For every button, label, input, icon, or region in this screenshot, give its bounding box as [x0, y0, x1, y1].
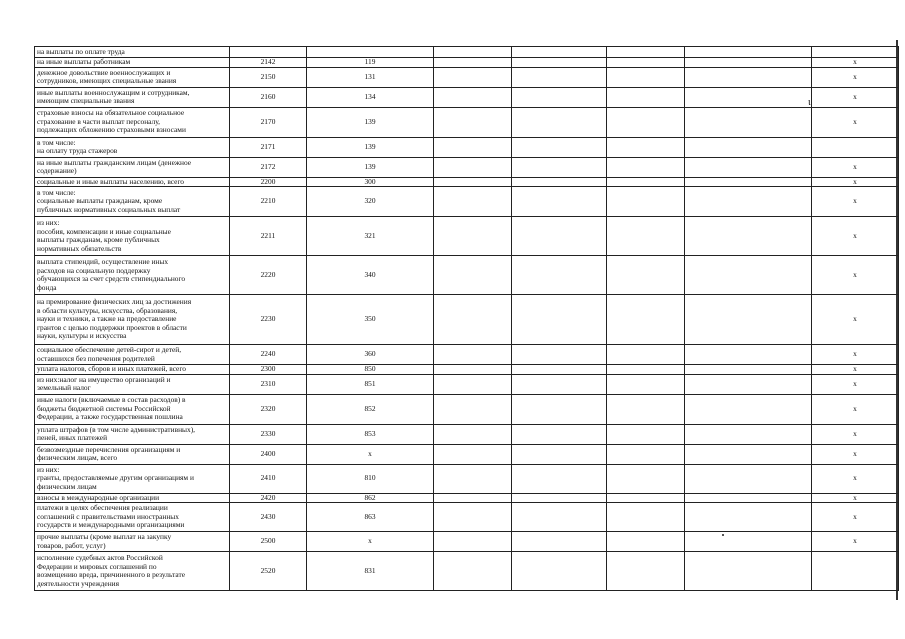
row-name: выплата стипендий, осуществление иных расходов на социальную поддержку обучающихся за счет средств стипендиального фонда [35, 256, 230, 295]
empty-cell [607, 464, 685, 493]
table-row [35, 58, 899, 68]
empty-cell [685, 444, 812, 464]
empty-cell [434, 365, 512, 375]
row-name: на иные выплаты гражданским лицам (денежное содержание) [35, 157, 230, 177]
table-row [35, 424, 899, 444]
empty-cell [607, 187, 685, 217]
row-kosgu: 131 [307, 67, 434, 87]
table-row [35, 365, 899, 375]
empty-cell [512, 345, 607, 365]
row-code: 2500 [230, 532, 307, 552]
row-x-mark: x [812, 464, 899, 493]
empty-cell [512, 532, 607, 552]
row-name: в том числе: социальные выплаты гражданам, кроме публичных нормативных социальных выплат [35, 187, 230, 217]
row-code: 2170 [230, 107, 307, 137]
row-name: платежи в целях обеспечения реализации соглашений с правительствами иностранных государств и международными организациями [35, 503, 230, 532]
row-kosgu: 340 [307, 256, 434, 295]
empty-cell [685, 295, 812, 345]
row-name: исполнение судебных актов Российской Федерации и мировых соглашений по возмещению вреда, причиненного в результате деятельности учреждения [35, 552, 230, 591]
empty-cell [607, 552, 685, 591]
row-name: из них:налог на имущество организаций и земельный налог [35, 374, 230, 394]
empty-cell [685, 58, 812, 68]
row-kosgu: x [307, 444, 434, 464]
row-name: из них: гранты, предоставляемые другим организациям и физическим лицам [35, 464, 230, 493]
row-x-mark: x [812, 187, 899, 217]
empty-cell [512, 187, 607, 217]
empty-cell [685, 503, 812, 532]
row-kosgu: 810 [307, 464, 434, 493]
row-code: 2230 [230, 295, 307, 345]
stray-tick-mark: ι [808, 97, 811, 108]
table-row [35, 87, 899, 107]
empty-cell [512, 67, 607, 87]
empty-cell [434, 503, 512, 532]
row-x-mark: x [812, 107, 899, 137]
empty-cell [685, 137, 812, 157]
empty-cell [434, 532, 512, 552]
row-x-mark [812, 137, 899, 157]
empty-cell [607, 394, 685, 424]
row-x-mark: x [812, 444, 899, 464]
row-kosgu: 139 [307, 107, 434, 137]
budget-table [34, 46, 899, 591]
empty-cell [607, 532, 685, 552]
row-name: на выплаты по оплате труда [35, 47, 230, 58]
row-x-mark: x [812, 365, 899, 375]
table-row [35, 47, 899, 58]
row-name: социальное обеспечение детей-сирот и детей, оставшихся без попечения родителей [35, 345, 230, 365]
empty-cell [607, 58, 685, 68]
row-x-mark: x [812, 295, 899, 345]
table-row [35, 552, 899, 591]
empty-cell [434, 187, 512, 217]
empty-cell [607, 137, 685, 157]
row-name: прочие выплаты (кроме выплат на закупку товаров, работ, услуг) [35, 532, 230, 552]
empty-cell [607, 177, 685, 187]
empty-cell [512, 177, 607, 187]
row-kosgu: 862 [307, 493, 434, 503]
empty-cell [512, 424, 607, 444]
row-kosgu: 139 [307, 157, 434, 177]
row-name: безвозмездные перечисления организациям и физическим лицам, всего [35, 444, 230, 464]
table-row [35, 107, 899, 137]
table-row [35, 217, 899, 256]
row-x-mark: x [812, 67, 899, 87]
empty-cell [434, 157, 512, 177]
empty-cell [607, 87, 685, 107]
empty-cell [607, 67, 685, 87]
row-kosgu: 134 [307, 87, 434, 107]
row-code: 2320 [230, 394, 307, 424]
row-code: 2430 [230, 503, 307, 532]
empty-cell [512, 394, 607, 424]
empty-cell [685, 157, 812, 177]
empty-cell [512, 87, 607, 107]
table-row [35, 157, 899, 177]
empty-cell [434, 464, 512, 493]
empty-cell [607, 295, 685, 345]
table-row [35, 503, 899, 532]
row-name: страховые взносы на обязательное социальное страхование в части выплат персоналу, подлежащих обложению страховыми взносами [35, 107, 230, 137]
empty-cell [607, 107, 685, 137]
empty-cell [685, 365, 812, 375]
row-kosgu: 850 [307, 365, 434, 375]
budget-table-sheet [34, 46, 890, 591]
row-kosgu: 350 [307, 295, 434, 345]
row-code: 2520 [230, 552, 307, 591]
empty-cell [512, 365, 607, 375]
empty-cell [434, 552, 512, 591]
empty-cell [512, 58, 607, 68]
empty-cell [512, 137, 607, 157]
row-name: из них: пособия, компенсации и иные социальные выплаты гражданам, кроме публичных нормативных обязательств [35, 217, 230, 256]
table-body [35, 47, 899, 591]
empty-cell [434, 295, 512, 345]
empty-cell [607, 157, 685, 177]
row-kosgu [307, 47, 434, 58]
empty-cell [685, 87, 812, 107]
empty-cell [512, 157, 607, 177]
row-kosgu: 320 [307, 187, 434, 217]
empty-cell [434, 256, 512, 295]
table-row [35, 177, 899, 187]
empty-cell [685, 394, 812, 424]
empty-cell [607, 345, 685, 365]
table-row [35, 532, 899, 552]
row-kosgu: 300 [307, 177, 434, 187]
table-row [35, 345, 899, 365]
row-name: социальные и иные выплаты населению, всего [35, 177, 230, 187]
empty-cell [434, 137, 512, 157]
empty-cell [607, 374, 685, 394]
empty-cell [512, 552, 607, 591]
row-code: 2410 [230, 464, 307, 493]
empty-cell [607, 47, 685, 58]
row-kosgu: 360 [307, 345, 434, 365]
empty-cell [685, 345, 812, 365]
empty-cell [512, 295, 607, 345]
empty-cell [607, 217, 685, 256]
table-row [35, 295, 899, 345]
empty-cell [434, 58, 512, 68]
row-code: 2160 [230, 87, 307, 107]
empty-cell [434, 493, 512, 503]
row-code: 2300 [230, 365, 307, 375]
empty-cell [685, 107, 812, 137]
row-name: на иные выплаты работникам [35, 58, 230, 68]
row-kosgu: 119 [307, 58, 434, 68]
table-row [35, 444, 899, 464]
row-x-mark [812, 552, 899, 591]
row-kosgu: 831 [307, 552, 434, 591]
row-name: взносы в международные организации [35, 493, 230, 503]
table-row [35, 464, 899, 493]
empty-cell [685, 532, 812, 552]
empty-cell [512, 217, 607, 256]
table-row [35, 256, 899, 295]
empty-cell [512, 493, 607, 503]
empty-cell [685, 464, 812, 493]
row-x-mark: x [812, 394, 899, 424]
empty-cell [607, 503, 685, 532]
row-name: иные выплаты военнослужащим и сотрудникам, имеющим специальные звания [35, 87, 230, 107]
empty-cell [434, 47, 512, 58]
table-row [35, 137, 899, 157]
empty-cell [512, 256, 607, 295]
row-kosgu: 851 [307, 374, 434, 394]
row-code [230, 47, 307, 58]
row-x-mark: x [812, 493, 899, 503]
empty-cell [607, 256, 685, 295]
row-x-mark: x [812, 503, 899, 532]
empty-cell [685, 256, 812, 295]
row-x-mark: x [812, 532, 899, 552]
row-code: 2150 [230, 67, 307, 87]
row-code: 2240 [230, 345, 307, 365]
row-name: в том числе: на оплату труда стажеров [35, 137, 230, 157]
table-row [35, 67, 899, 87]
row-name: на премирование физических лиц за достижения в области культуры, искусства, образования, науки и техники, а также на предоставление грантов с целью поддержки проектов в области науки, культуры и искусства [35, 295, 230, 345]
row-kosgu: 139 [307, 137, 434, 157]
table-row [35, 374, 899, 394]
table-row [35, 187, 899, 217]
row-x-mark: x [812, 374, 899, 394]
row-code: 2211 [230, 217, 307, 256]
row-code: 2310 [230, 374, 307, 394]
empty-cell [607, 444, 685, 464]
empty-cell [512, 464, 607, 493]
empty-cell [512, 47, 607, 58]
row-x-mark: x [812, 424, 899, 444]
empty-cell [434, 67, 512, 87]
empty-cell [512, 107, 607, 137]
empty-cell [685, 177, 812, 187]
row-x-mark: x [812, 217, 899, 256]
row-code: 2400 [230, 444, 307, 464]
table-row [35, 394, 899, 424]
row-x-mark: x [812, 177, 899, 187]
row-code: 2420 [230, 493, 307, 503]
row-code: 2220 [230, 256, 307, 295]
row-name: уплата штрафов (в том числе административных), пеней, иных платежей [35, 424, 230, 444]
table-row [35, 493, 899, 503]
row-code: 2330 [230, 424, 307, 444]
empty-cell [434, 107, 512, 137]
row-kosgu: x [307, 532, 434, 552]
empty-cell [685, 47, 812, 58]
empty-cell [434, 394, 512, 424]
empty-cell [685, 67, 812, 87]
row-name: уплата налогов, сборов и иных платежей, всего [35, 365, 230, 375]
empty-cell [434, 177, 512, 187]
empty-cell [512, 374, 607, 394]
row-x-mark: x [812, 345, 899, 365]
empty-cell [685, 493, 812, 503]
empty-cell [434, 424, 512, 444]
empty-cell [434, 345, 512, 365]
empty-cell [685, 552, 812, 591]
row-code: 2172 [230, 157, 307, 177]
row-x-mark: x [812, 87, 899, 107]
empty-cell [434, 87, 512, 107]
empty-cell [685, 424, 812, 444]
row-name: иные налоги (включаемые в состав расходов) в бюджеты бюджетной системы Российской Федерации, а также государственная пошлина [35, 394, 230, 424]
empty-cell [685, 187, 812, 217]
row-x-mark: x [812, 157, 899, 177]
row-x-mark: x [812, 58, 899, 68]
row-code: 2171 [230, 137, 307, 157]
empty-cell [607, 365, 685, 375]
row-code: 2210 [230, 187, 307, 217]
row-kosgu: 321 [307, 217, 434, 256]
empty-cell [685, 374, 812, 394]
empty-cell [512, 503, 607, 532]
empty-cell [607, 493, 685, 503]
empty-cell [434, 444, 512, 464]
empty-cell [434, 374, 512, 394]
row-kosgu: 853 [307, 424, 434, 444]
empty-cell [685, 217, 812, 256]
empty-cell [607, 424, 685, 444]
empty-cell [512, 444, 607, 464]
row-kosgu: 852 [307, 394, 434, 424]
row-kosgu: 863 [307, 503, 434, 532]
row-name: денежное довольствие военнослужащих и сотрудников, имеющих специальные звания [35, 67, 230, 87]
empty-cell [434, 217, 512, 256]
row-code: 2142 [230, 58, 307, 68]
row-x-mark [812, 47, 899, 58]
row-code: 2200 [230, 177, 307, 187]
row-x-mark: x [812, 256, 899, 295]
